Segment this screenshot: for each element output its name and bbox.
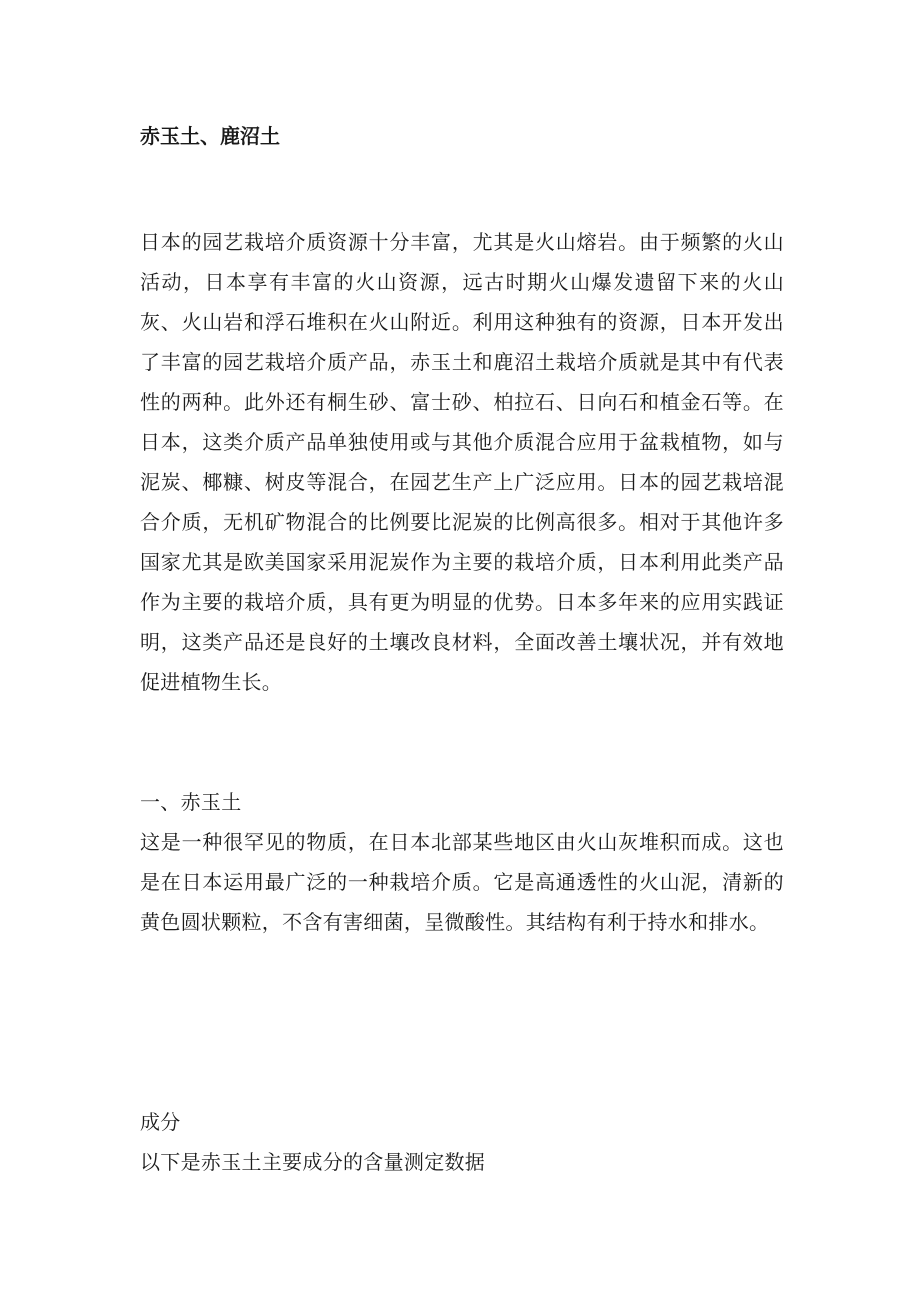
document-title: 赤玉土、鹿沼土 <box>140 124 280 148</box>
akadama-description: 这是一种很罕见的物质，在日本北部某些地区由火山灰堆积而成。这也是在日本运用最广泛的一种栽培介质。它是高通透性的火山泥，清新的黄色圆状颗粒，不含有害细菌，呈微酸性。其结构有利于持水和排水。 <box>140 830 784 934</box>
section-heading-akadama: 一、赤玉土 <box>140 790 242 814</box>
intro-paragraph: 日本的园艺栽培介质资源十分丰富，尤其是火山熔岩。由于频繁的火山活动，日本享有丰富的火山资源，远古时期火山爆发遗留下来的火山灰、火山岩和浮石堆积在火山附近。利用这种独有的资源，日本开发出了丰富的园艺栽培介质产品，赤玉土和鹿沼土栽培介质就是其中有代表性的两种。此外还有桐生砂、富士砂、柏拉石、日向石和植金石等。在日本，这类介质产品单独使用或与其他介质混合应用于盆栽植物，如与泥炭、椰糠、树皮等混合，在园艺生产上广泛应用。日本的园艺栽培混合介质，无机矿物混合的比例要比泥炭的比例高很多。相对于其他许多国家尤其是欧美国家采用泥炭作为主要的栽培介质，日本利用此类产品作为主要的栽培介质，具有更为明显的优势。日本多年来的应用实践证明，这类产品还是良好的土壤改良材料，全面改善土壤状况，并有效地促进植物生长。 <box>140 230 784 694</box>
section-heading-composition: 成分 <box>140 1110 181 1134</box>
composition-intro: 以下是赤玉土主要成分的含量测定数据 <box>140 1150 486 1174</box>
